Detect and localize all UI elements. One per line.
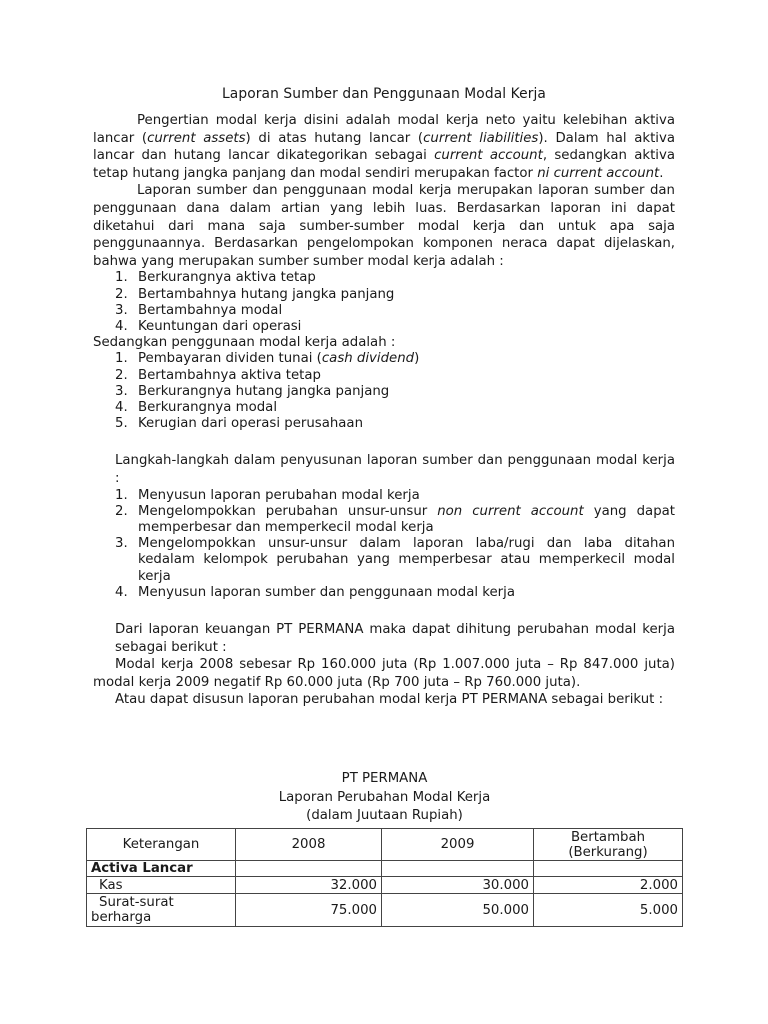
section-label: Activa Lancar (87, 861, 236, 877)
document-title: Laporan Sumber dan Penggunaan Modal Kerja (222, 86, 546, 102)
header-cell: 2009 (382, 829, 534, 861)
document-page (93, 86, 675, 709)
table-row (87, 877, 683, 894)
list-item: 1. Berkurangnya aktiva tetap (115, 270, 316, 286)
list-item: 5. Kerugian dari operasi perusahaan (115, 416, 364, 432)
report-name: Laporan Perubahan Modal Kerja (278, 789, 491, 805)
working-capital-table (86, 828, 683, 927)
value-2009: 50.000 (382, 894, 534, 927)
list-item: 4. Berkurangnya modal (115, 399, 278, 415)
paragraph-working-capital: Modal kerja 2008 sebesar Rp 160.000 juta (Rp 1.007.000 juta – Rp 847.000 juta) modal kerja 2009 negatif Rp 60.000 juta (Rp 700 juta – Rp 760.000 juta). (93, 657, 675, 690)
row-label (87, 894, 236, 927)
paragraph-definition (93, 112, 675, 182)
table-section-row (87, 861, 683, 877)
list-item: 4. Menyusun laporan sumber dan penggunaan modal kerja (115, 584, 515, 600)
paragraph-report-intro: Atau dapat disusun laporan perubahan modal kerja PT PERMANA sebagai berikut : (115, 692, 664, 708)
empty-cell (534, 861, 683, 877)
report-units: (dalam Juutaan Rupiah) (306, 808, 463, 823)
header-cell (534, 829, 683, 861)
list-item: 2. Mengelompokkan perubahan unsur-unsur non current account yang dapat memperbesar dan memperkecil modal kerja (115, 503, 675, 535)
text-run: Pengertian modal kerja disini adalah modal kerja neto yaitu kelebihan aktiva lancar ( (93, 113, 675, 146)
table-row (87, 894, 683, 927)
list-item: 2. Bertambahnya hutang jangka panjang (115, 286, 395, 302)
italic-term: current assets (147, 130, 246, 146)
list-item: 2. Bertambahnya aktiva tetap (115, 367, 321, 383)
list-item: 3. Bertambahnya modal (115, 302, 283, 318)
uses-list (93, 351, 675, 432)
empty-cell (236, 861, 382, 877)
italic-term: current account (434, 148, 543, 164)
steps-list (93, 488, 675, 601)
uses-intro: Sedangkan penggunaan modal kerja adalah : (93, 335, 396, 351)
spacer (93, 432, 675, 452)
list-item: 4. Keuntungan dari operasi (115, 318, 302, 334)
value-2009: 30.000 (382, 877, 534, 894)
header-cell: Keterangan (87, 829, 236, 861)
text-run: . (659, 165, 664, 181)
list-item: 1. Pembayaran dividen tunai (cash dividend) (115, 351, 420, 367)
header-cell: 2008 (236, 829, 382, 861)
table-caption (86, 770, 683, 826)
italic-term: current liabilities (423, 130, 539, 146)
steps-intro: Langkah-langkah dalam penyusunan laporan sumber dan penggunaan modal kerja : (115, 453, 675, 486)
spacer (93, 601, 675, 621)
list-item: 1. Menyusun laporan perubahan modal kerja (115, 487, 420, 503)
text-run: ). Dalam hal aktiva lancar dan hutang lancar dikategorikan sebagai (93, 130, 675, 164)
value-change: 2.000 (534, 877, 683, 894)
row-label-line: berharga (91, 910, 152, 925)
row-label-line: Surat-surat (99, 895, 174, 910)
paragraph-report-description: Laporan sumber dan penggunaan modal kerja merupakan laporan sumber dan penggunaan dana dalam artian yang lebih luas. Berdasarkan laporan ini dapat diketahui dari mana saja sumber-sumber modal kerja dan untuk apa saja penggunaannya. Berdasarkan pengelompokan komponen neraca dapat dijelaskan, bahwa yang merupakan sumber sumber modal kerja adalah : (93, 183, 675, 269)
text-run: ) di atas hutang lancar ( (245, 130, 424, 146)
company-name: PT PERMANA (341, 771, 428, 786)
empty-cell (382, 861, 534, 877)
italic-term: ni current account (537, 165, 660, 181)
table-header-row (87, 829, 683, 861)
value-2008: 75.000 (236, 894, 382, 927)
paragraph-intro-calc: Dari laporan keuangan PT PERMANA maka dapat dihitung perubahan modal kerja sebagai berikut : (115, 621, 675, 655)
value-2008: 32.000 (236, 877, 382, 894)
sources-list (93, 270, 675, 335)
list-item: 3. Berkurangnya hutang jangka panjang (115, 383, 390, 399)
list-item: 3. Mengelompokkan unsur-unsur dalam laporan laba/rugi dan laba ditahan kedalam kelompok perubahan yang memperbesar atau memperkecil modal kerja (115, 536, 675, 584)
header-line: Bertambah (570, 829, 646, 845)
header-line: (Berkurang) (568, 844, 648, 860)
text-run: , sedangkan aktiva tetap hutang jangka panjang dan modal sendiri merupakan factor (93, 148, 675, 181)
value-change: 5.000 (534, 894, 683, 927)
row-label: Kas (87, 877, 236, 894)
